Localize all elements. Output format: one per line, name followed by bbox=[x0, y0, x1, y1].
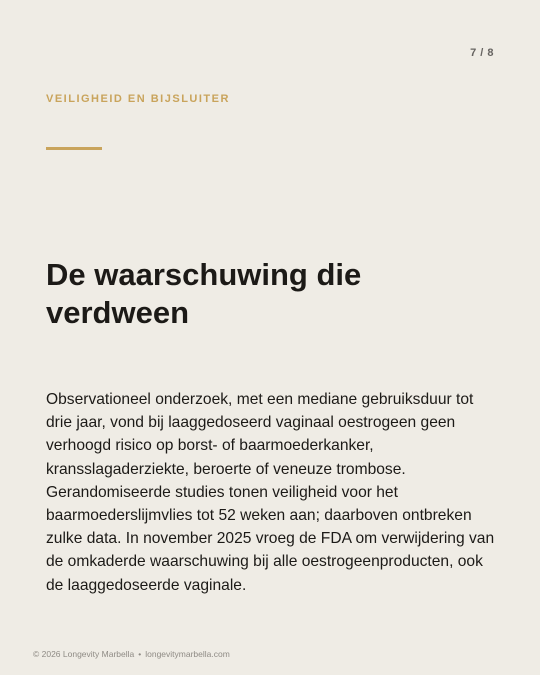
footer-website: longevitymarbella.com bbox=[145, 649, 230, 659]
accent-divider bbox=[46, 147, 102, 150]
footer-copyright: © 2026 Longevity Marbella bbox=[33, 649, 135, 659]
section-label: VEILIGHEID EN BIJSLUITER bbox=[46, 93, 230, 105]
page-counter: 7 / 8 bbox=[470, 47, 494, 59]
page-title: De waarschuwing die verdween bbox=[46, 257, 362, 330]
footer-separator: • bbox=[138, 649, 142, 659]
footer bbox=[33, 649, 230, 659]
body-paragraph: Observationeel onderzoek, met een mediane gebruiksduur tot drie jaar, vond bij laaggedoseerd vaginaal oestrogeen geen verhoogd risico op borst- of baarmoederkanker, kransslagaderziekte, beroerte of veneuze trombose. Gerandomiseerde studies tonen veiligheid voor het baarmoederslijmvlies tot 52 weken aan; daarboven ontbreken zulke data. In november 2025 vroeg de FDA om verwijdering van de omkaderde waarschuwing bij alle oestrogeenproducten, ook de laaggedoseerde vaginale. bbox=[46, 391, 495, 594]
